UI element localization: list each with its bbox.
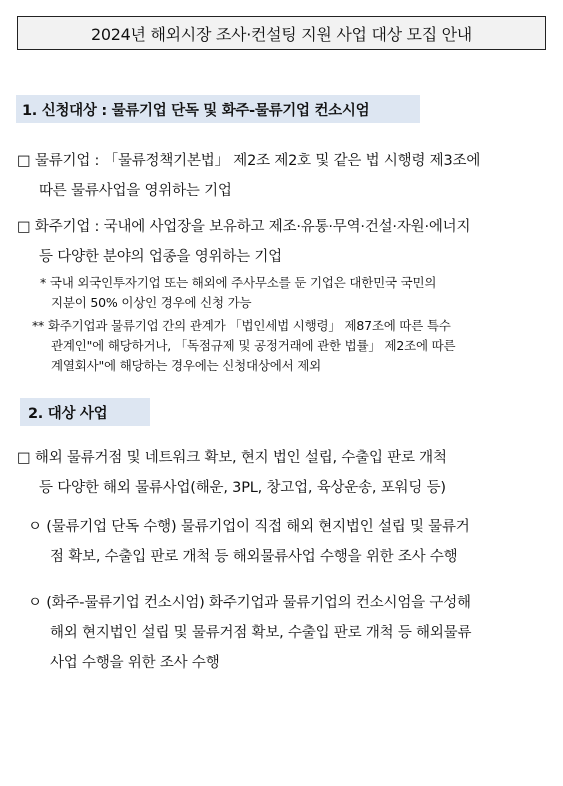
item-target-business-line-1: □ 해외 물류거점 및 네트워크 확보, 현지 법인 설립, 수출입 판로 개척: [17, 450, 447, 466]
note-exclusion-line-2: 관계인"에 해당하거나, 「독점규제 및 공정거래에 관한 법률」 제2조에 따른: [51, 338, 456, 353]
note-foreign-investment: [40, 273, 436, 313]
sub-item-logistics-alone-line-1: ㅇ (물류기업 단독 수행) 물류기업이 직접 해외 현지법인 설립 및 물류거: [28, 519, 470, 535]
page-title: [17, 16, 546, 50]
sub-item-logistics-alone: [28, 512, 470, 572]
note-exclusion: [32, 316, 455, 376]
page-title-text: 2024년 해외시장 조사·컨설팅 지원 사업 대상 모집 안내: [91, 24, 472, 44]
sub-item-logistics-alone-line-2: 점 확보, 수출입 판로 개척 등 해외물류사업 수행을 위한 조사 수행: [50, 549, 458, 565]
item-target-business-line-2: 등 다양한 해외 물류사업(해운, 3PL, 창고업, 육상운송, 포워딩 등): [39, 480, 446, 496]
note-foreign-investment-line-2: 지분이 50% 이상인 경우에 신청 가능: [51, 295, 252, 310]
item-logistics-company-line-2: 따른 물류사업을 영위하는 기업: [39, 183, 232, 199]
item-target-business: [17, 443, 447, 503]
section-1-heading-text: 1. 신청대상 : 물류기업 단독 및 화주-물류기업 컨소시엄: [22, 102, 370, 119]
sub-item-consortium: [28, 588, 471, 678]
section-2-heading-text: 2. 대상 사업: [28, 405, 108, 422]
section-1-heading: [16, 95, 420, 123]
sub-item-consortium-line-1: ㅇ (화주-물류기업 컨소시엄) 화주기업과 물류기업의 컨소시엄을 구성해: [28, 595, 471, 611]
note-foreign-investment-line-1: * 국내 외국인투자기업 또는 해외에 주사무소를 둔 기업은 대한민국 국민의: [40, 275, 437, 290]
item-shipper-company: [17, 212, 470, 272]
note-exclusion-line-1: ** 화주기업과 물류기업 간의 관계가 「법인세법 시행령」 제87조에 따른 특수: [32, 318, 451, 333]
sub-item-consortium-line-3: 사업 수행을 위한 조사 수행: [50, 655, 220, 671]
section-2-heading: [20, 398, 150, 426]
item-logistics-company: [17, 146, 480, 206]
item-shipper-company-line-1: □ 화주기업 : 국내에 사업장을 보유하고 제조·유통·무역·건설·자원·에너지: [17, 219, 471, 235]
note-exclusion-line-3: 계열회사"에 해당하는 경우에는 신청대상에서 제외: [51, 358, 322, 373]
item-shipper-company-line-2: 등 다양한 분야의 업종을 영위하는 기업: [39, 249, 282, 265]
sub-item-consortium-line-2: 해외 현지법인 설립 및 물류거점 확보, 수출입 판로 개척 등 해외물류: [50, 625, 472, 641]
item-logistics-company-line-1: □ 물류기업 : 「물류정책기본법」 제2조 제2호 및 같은 법 시행령 제3조에: [17, 153, 481, 169]
